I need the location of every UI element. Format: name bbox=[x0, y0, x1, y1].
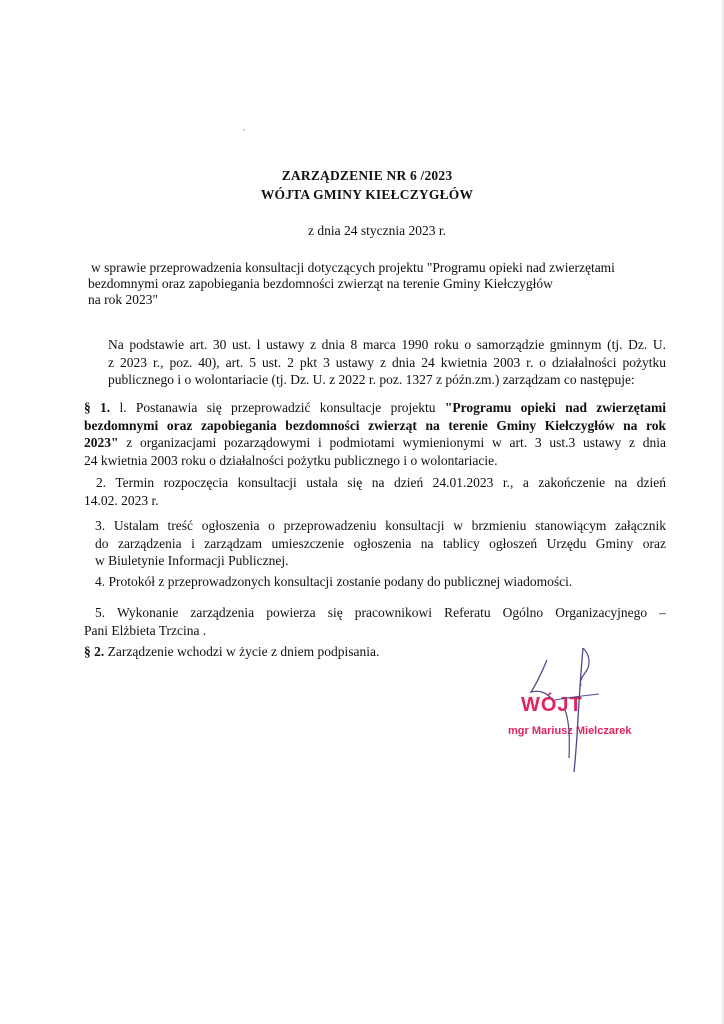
legal-basis-paragraph bbox=[66, 336, 666, 389]
paragraph-line bbox=[66, 399, 666, 417]
paragraph-line: 3. Ustalam treść ogłoszenia o przeprowadzeniu konsultacji w brzmieniu stanowiącym załącznik bbox=[95, 518, 666, 533]
paragraph-line: w Biuletynie Informacji Publicznej. bbox=[95, 553, 289, 568]
section-marker: § 2. bbox=[84, 644, 105, 659]
document-subject bbox=[88, 260, 688, 308]
handwritten-signature bbox=[495, 640, 655, 780]
paragraph-line bbox=[66, 434, 666, 452]
paragraph-line: 24 kwietnia 2003 roku o działalności pożytku publicznego i o wolontariacie. bbox=[84, 452, 498, 468]
point-3-paragraph bbox=[66, 517, 666, 570]
program-title: bezdomnymi oraz zapobiegania bezdomności zwierząt na terenie Gminy Kiełczygłów na rok bbox=[84, 417, 666, 433]
signature-block bbox=[495, 640, 655, 780]
stamp-name: mgr Mariusz Mielczarek bbox=[508, 725, 632, 737]
program-title: 2023" bbox=[84, 435, 119, 450]
paragraph-line: Na podstawie art. 30 ust. l ustawy z dnia 8 marca 1990 roku o samorządzie gminnym (tj. Dz. U. bbox=[108, 337, 666, 352]
paragraph-line: do zarządzenia i zarządzam umieszczenie ogłoszenia na tablicy ogłoszeń Urzędu Gminy oraz bbox=[95, 535, 666, 551]
scan-speck bbox=[243, 129, 245, 131]
text-run: Zarządzenie wchodzi w życie z dniem podpisania. bbox=[104, 644, 380, 659]
subject-line: bezdomnymi oraz zapobiegania bezdomności zwierząt na terenie Gminy Kiełczygłów bbox=[88, 276, 553, 291]
paragraph-line: z 2023 r., poz. 40), art. 5 ust. 2 pkt 3 ustawy z dnia 24 kwietnia 2003 r. o działalności pożytku bbox=[108, 354, 666, 370]
point-5-paragraph bbox=[66, 604, 666, 639]
document-date: z dnia 24 stycznia 2023 r. bbox=[308, 223, 446, 238]
paragraph-line: 2. Termin rozpoczęcia konsultacji ustala się na dzień 24.01.2023 r., a zakończenie na dzień bbox=[96, 475, 666, 490]
subject-line: na rok 2023" bbox=[88, 292, 158, 307]
paragraph-line: 4. Protokół z przeprowadzonych konsultacji zostanie podany do publicznej wiadomości. bbox=[95, 574, 573, 589]
text-run: l. Postanawia się przeprowadzić konsultacje projektu bbox=[110, 400, 445, 415]
document-issuer: WÓJTA GMINY KIEŁCZYGŁÓW bbox=[260, 187, 474, 202]
text-run: z organizacjami pozarządowymi i podmiotami wymienionymi w art. 3 ust.3 ustawy z dnia bbox=[118, 435, 666, 450]
paragraph-line bbox=[66, 417, 666, 435]
point-2-paragraph bbox=[66, 474, 666, 509]
paragraph-line: 5. Wykonanie zarządzenia powierza się pracownikowi Referatu Ogólno Organizacyjnego – bbox=[95, 605, 666, 620]
program-title: "Programu opieki nad zwierzętami bbox=[444, 400, 666, 415]
section-1-paragraph bbox=[66, 399, 666, 469]
document-title: ZARZĄDZENIE NR 6 /2023 bbox=[281, 168, 453, 183]
stamp-title: WÓJT bbox=[521, 694, 583, 716]
paragraph-line: Pani Elżbieta Trzcina . bbox=[84, 622, 207, 638]
subject-line: w sprawie przeprowadzenia konsultacji dotyczących projektu "Programu opieki nad zwierzętami bbox=[91, 260, 615, 275]
paragraph-line: publicznego i o wolontariacie (tj. Dz. U. z 2022 r. poz. 1327 z późn.zm.) zarządzam co następuje: bbox=[108, 372, 635, 387]
point-4-paragraph bbox=[66, 573, 666, 591]
paragraph-line: 14.02. 2023 r. bbox=[84, 492, 159, 508]
section-marker: § 1. bbox=[84, 400, 111, 415]
